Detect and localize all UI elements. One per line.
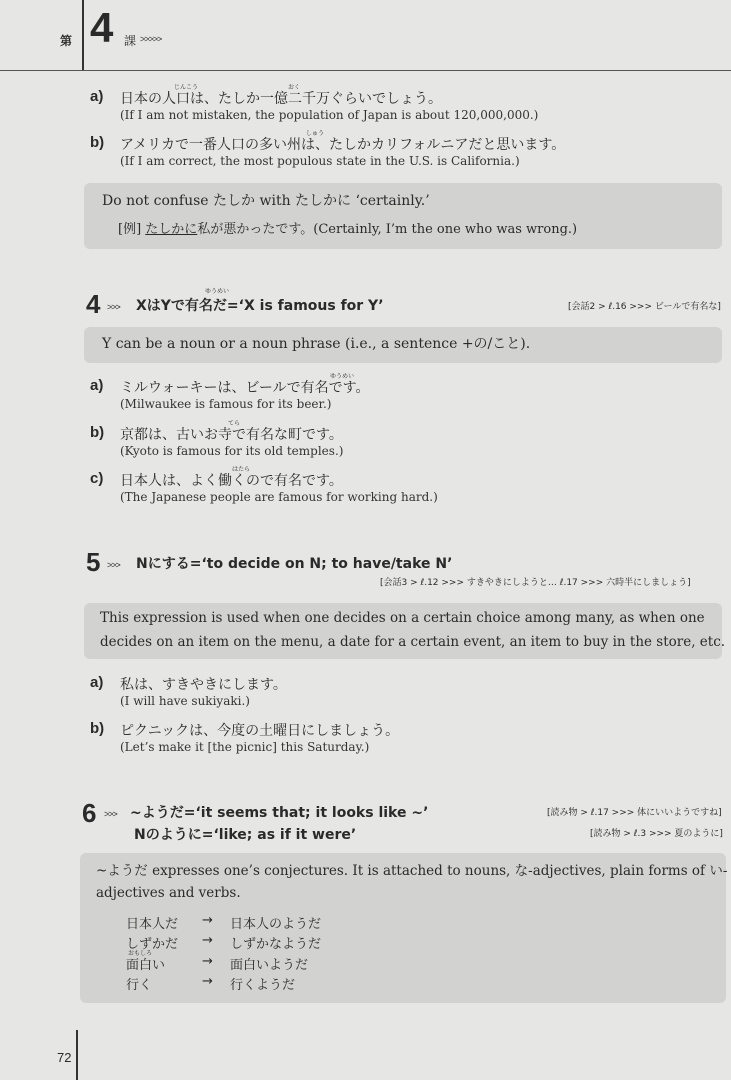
footer-vertical-rule bbox=[76, 1030, 78, 1080]
example-japanese: 京都は、古いお寺で有名な町です。 bbox=[120, 427, 343, 443]
example-japanese: アメリカで一番人口の多い州は、たしかカリフォルニアだと思います。 bbox=[120, 137, 566, 153]
note-text: Do not confuse たしか with たしかに ‘certainly.’ bbox=[102, 193, 430, 209]
example-japanese: ミルウォーキーは、ビールで有名です。 bbox=[120, 380, 370, 396]
note-box bbox=[80, 853, 726, 1003]
example-japanese: 日本の人口は、たしか一億二千万ぐらいでしょう。 bbox=[120, 91, 442, 107]
section-reference: [会話2 > ℓ.16 >>> ビールで有名な] bbox=[568, 302, 721, 312]
furigana: じんこう bbox=[174, 84, 199, 91]
example-translation: (I will have sukiyaki.) bbox=[120, 694, 250, 708]
note-text: Y can be a noun or a noun phrase (i.e., a sentence +の/こと). bbox=[102, 336, 531, 352]
lesson-suffix: 課 bbox=[124, 34, 137, 48]
table-cell-to: しずかなようだ bbox=[230, 937, 322, 952]
section-title: ~ようだ=‘it seems that; it looks like ~’ bbox=[130, 805, 429, 821]
furigana: はたら bbox=[232, 466, 251, 473]
example-text: 私が悪かったです。(Certainly, I’m the one who was wrong.) bbox=[197, 222, 578, 237]
furigana: しゅう bbox=[306, 130, 325, 137]
table-cell-to: 行くようだ bbox=[230, 978, 296, 993]
section-number: 5 bbox=[86, 547, 101, 577]
header-vertical-rule bbox=[82, 0, 84, 70]
table-cell-from: 日本人だ bbox=[126, 917, 179, 932]
section-reference: [会話3 > ℓ.12 >>> すきやきにしようと… ℓ.17 >>> 六時半にしましょう] bbox=[380, 578, 691, 588]
example-marker: [例] bbox=[118, 222, 142, 237]
example-japanese: 日本人は、よく働くので有名です。 bbox=[120, 473, 343, 489]
example-japanese: 私は、すきやきにします。 bbox=[120, 677, 287, 693]
table-cell-to: 面白いようだ bbox=[230, 958, 309, 973]
example-label: a) bbox=[90, 377, 104, 394]
example-label: a) bbox=[90, 674, 104, 691]
section-arrows: >>> bbox=[104, 809, 117, 819]
note-box bbox=[84, 183, 722, 249]
example-translation: (The Japanese people are famous for working hard.) bbox=[120, 490, 438, 504]
example-label: a) bbox=[90, 88, 104, 105]
example-japanese: ピクニックは、今度の土曜日にしましょう。 bbox=[120, 723, 400, 739]
example-label: b) bbox=[90, 134, 105, 151]
note-box bbox=[84, 327, 722, 363]
lesson-prefix: 第 bbox=[60, 34, 73, 48]
example-translation: (If I am correct, the most populous state in the U.S. is California.) bbox=[120, 154, 520, 168]
example-translation: (Kyoto is famous for its old temples.) bbox=[120, 444, 344, 458]
section-title: Nにする=‘to decide on N; to have/take N’ bbox=[136, 556, 453, 572]
section-number: 4 bbox=[86, 289, 101, 319]
note-text: This expression is used when one decides on a certain choice among many, as when one bbox=[100, 610, 705, 626]
note-text: ~ようだ expresses one’s conjectures. It is attached to nouns, な-adjectives, plain forms of い- bbox=[96, 863, 728, 879]
page-number: 72 bbox=[57, 1050, 72, 1065]
table-cell-to: 日本人のようだ bbox=[230, 917, 322, 932]
example-translation: (If I am not mistaken, the population of Japan is about 120,000,000.) bbox=[120, 108, 539, 122]
arrow-cell: → bbox=[202, 913, 213, 928]
table-cell-from: 行く bbox=[126, 978, 153, 993]
arrow-cell: → bbox=[202, 974, 213, 989]
example-label: b) bbox=[90, 424, 105, 441]
section-arrows: >>> bbox=[107, 302, 120, 312]
example-label: c) bbox=[90, 470, 104, 487]
note-example bbox=[118, 216, 577, 243]
furigana: てら bbox=[228, 420, 241, 427]
section-reference: [読み物 > ℓ.17 >>> 体にいいようですね] bbox=[547, 808, 722, 818]
example-translation: (Let’s make it [the picnic] this Saturday.) bbox=[120, 740, 370, 754]
header-arrows: >>>>> bbox=[140, 34, 162, 44]
table-cell-from: しずかだ bbox=[126, 937, 179, 952]
conjugation-table bbox=[126, 911, 386, 1001]
section-reference: [読み物 > ℓ.3 >>> 夏のように] bbox=[590, 829, 723, 839]
furigana: おく bbox=[288, 84, 301, 91]
note-box bbox=[84, 603, 726, 659]
section-number: 6 bbox=[82, 798, 97, 828]
table-cell-from: 面白い bbox=[126, 958, 166, 973]
furigana: ゆうめい bbox=[205, 288, 230, 295]
section-subtitle: Nのように=‘like; as if it were’ bbox=[134, 827, 357, 843]
note-text: decides on an item on the menu, a date for a certain event, an item to buy in the store, etc. bbox=[100, 634, 726, 650]
note-text: adjectives and verbs. bbox=[96, 885, 241, 901]
underlined-term: たしかに bbox=[145, 222, 198, 237]
arrow-cell: → bbox=[202, 954, 213, 969]
example-translation: (Milwaukee is famous for its beer.) bbox=[120, 397, 332, 411]
header-divider bbox=[0, 70, 731, 71]
furigana: おもしろ bbox=[128, 950, 153, 957]
arrow-cell: → bbox=[202, 933, 213, 948]
section-arrows: >>> bbox=[107, 560, 120, 570]
furigana: ゆうめい bbox=[330, 373, 355, 380]
lesson-number: 4 bbox=[90, 4, 114, 51]
example-label: b) bbox=[90, 720, 105, 737]
section-title: XはYで有名だ=‘X is famous for Y’ bbox=[136, 298, 384, 314]
